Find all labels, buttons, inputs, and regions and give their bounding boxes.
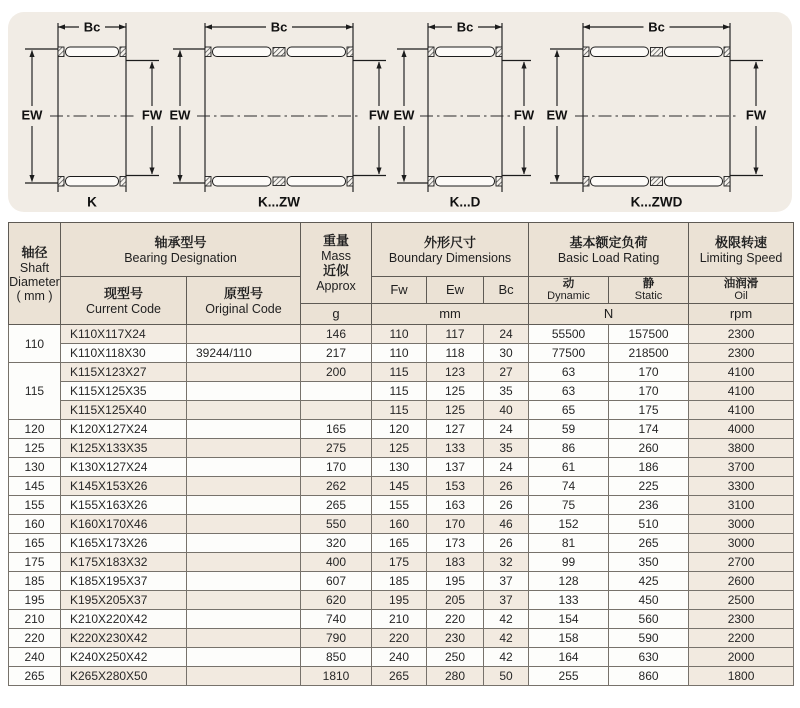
svg-text:Bc: Bc — [270, 19, 288, 35]
mass-cell: 607 — [301, 572, 372, 591]
oil-speed-cell: 2500 — [689, 591, 794, 610]
static-load-cell: 560 — [609, 610, 689, 629]
original-code-cell — [187, 420, 301, 439]
header-static: 静 Static — [609, 277, 689, 304]
original-code-cell: 39244/110 — [187, 344, 301, 363]
header-shaft-diameter: 轴径 Shaft Diameter ( mm ) — [9, 223, 61, 325]
table-row — [9, 591, 794, 610]
dynamic-load-cell: 154 — [529, 610, 609, 629]
dynamic-load-cell: 65 — [529, 401, 609, 420]
static-load-cell: 350 — [609, 553, 689, 572]
table-row — [9, 382, 794, 401]
header-mass: 重量 Mass 近似 Approx — [301, 223, 372, 304]
dynamic-load-cell: 63 — [529, 382, 609, 401]
dynamic-load-cell: 81 — [529, 534, 609, 553]
shaft-diameter-cell: 155 — [9, 496, 61, 515]
mass-cell: 170 — [301, 458, 372, 477]
header-ew: Ew — [427, 277, 484, 304]
ew-cell: 137 — [427, 458, 484, 477]
ew-cell: 163 — [427, 496, 484, 515]
table-row — [9, 572, 794, 591]
dynamic-load-cell: 99 — [529, 553, 609, 572]
svg-text:FW: FW — [745, 107, 767, 123]
oil-speed-cell: 2300 — [689, 610, 794, 629]
header-limiting-speed: 极限转速 Limiting Speed — [689, 223, 794, 277]
current-code-cell: K185X195X37 — [61, 572, 187, 591]
unit-rpm: rpm — [689, 304, 794, 325]
mass-cell: 550 — [301, 515, 372, 534]
svg-text:Bc: Bc — [648, 19, 665, 35]
fw-cell: 145 — [372, 477, 427, 496]
table-row — [9, 667, 794, 686]
fw-cell: 185 — [372, 572, 427, 591]
mass-cell — [301, 401, 372, 420]
svg-text:K...ZW: K...ZW — [258, 194, 300, 210]
oil-speed-cell: 2600 — [689, 572, 794, 591]
fw-cell: 175 — [372, 553, 427, 572]
dynamic-load-cell: 55500 — [529, 325, 609, 344]
table-row — [9, 325, 794, 344]
current-code-cell: K125X133X35 — [61, 439, 187, 458]
mass-cell: 400 — [301, 553, 372, 572]
oil-speed-cell: 4000 — [689, 420, 794, 439]
current-code-cell: K195X205X37 — [61, 591, 187, 610]
static-load-cell: 260 — [609, 439, 689, 458]
table-row — [9, 496, 794, 515]
svg-text:EW: EW — [546, 107, 568, 123]
mass-cell: 200 — [301, 363, 372, 382]
original-code-cell — [187, 325, 301, 344]
fw-cell: 130 — [372, 458, 427, 477]
bc-cell: 26 — [484, 534, 529, 553]
bearing-diagrams-svg — [0, 0, 800, 215]
oil-speed-cell: 3800 — [689, 439, 794, 458]
ew-cell: 153 — [427, 477, 484, 496]
oil-speed-cell: 3300 — [689, 477, 794, 496]
current-code-cell: K165X173X26 — [61, 534, 187, 553]
bc-cell: 37 — [484, 572, 529, 591]
table-row — [9, 477, 794, 496]
current-code-cell: K115X125X40 — [61, 401, 187, 420]
current-code-cell: K110X117X24 — [61, 325, 187, 344]
header-dynamic: 动 Dynamic — [529, 277, 609, 304]
svg-text:K...D: K...D — [449, 194, 481, 210]
bc-cell: 35 — [484, 382, 529, 401]
current-code-cell: K240X250X42 — [61, 648, 187, 667]
bearing-spec-table — [8, 222, 794, 686]
ew-cell: 195 — [427, 572, 484, 591]
static-load-cell: 186 — [609, 458, 689, 477]
fw-cell: 115 — [372, 401, 427, 420]
bc-cell: 32 — [484, 553, 529, 572]
oil-speed-cell: 2000 — [689, 648, 794, 667]
ew-cell: 127 — [427, 420, 484, 439]
current-code-cell: K115X125X35 — [61, 382, 187, 401]
header-fw: Fw — [372, 277, 427, 304]
shaft-diameter-cell: 265 — [9, 667, 61, 686]
bc-cell: 35 — [484, 439, 529, 458]
fw-cell: 210 — [372, 610, 427, 629]
shaft-diameter-cell: 210 — [9, 610, 61, 629]
ew-cell: 280 — [427, 667, 484, 686]
bc-cell: 42 — [484, 629, 529, 648]
dynamic-load-cell: 61 — [529, 458, 609, 477]
fw-cell: 115 — [372, 382, 427, 401]
shaft-diameter-cell: 175 — [9, 553, 61, 572]
bc-cell: 40 — [484, 401, 529, 420]
bc-cell: 42 — [484, 648, 529, 667]
oil-speed-cell: 3100 — [689, 496, 794, 515]
oil-speed-cell: 3700 — [689, 458, 794, 477]
original-code-cell — [187, 648, 301, 667]
bc-cell: 37 — [484, 591, 529, 610]
oil-speed-cell: 2300 — [689, 325, 794, 344]
header-bearing-designation: 轴承型号 Bearing Designation — [61, 223, 301, 277]
bc-cell: 42 — [484, 610, 529, 629]
dynamic-load-cell: 75 — [529, 496, 609, 515]
original-code-cell — [187, 439, 301, 458]
dynamic-load-cell: 133 — [529, 591, 609, 610]
bc-cell: 26 — [484, 496, 529, 515]
shaft-diameter-cell: 110 — [9, 325, 61, 363]
mass-cell — [301, 382, 372, 401]
bc-cell: 30 — [484, 344, 529, 363]
svg-text:FW: FW — [513, 107, 535, 123]
table-row — [9, 629, 794, 648]
table-row — [9, 648, 794, 667]
current-code-cell: K110X118X30 — [61, 344, 187, 363]
fw-cell: 165 — [372, 534, 427, 553]
bc-cell: 26 — [484, 477, 529, 496]
mass-cell: 217 — [301, 344, 372, 363]
original-code-cell — [187, 667, 301, 686]
static-load-cell: 174 — [609, 420, 689, 439]
static-load-cell: 265 — [609, 534, 689, 553]
shaft-diameter-cell: 120 — [9, 420, 61, 439]
svg-text:FW: FW — [141, 107, 163, 123]
svg-text:FW: FW — [368, 107, 390, 123]
ew-cell: 117 — [427, 325, 484, 344]
table-row — [9, 458, 794, 477]
static-load-cell: 225 — [609, 477, 689, 496]
ew-cell: 133 — [427, 439, 484, 458]
header-basic-load-rating: 基本额定负荷 Basic Load Rating — [529, 223, 689, 277]
header-current-code: 现型号 Current Code — [61, 277, 187, 325]
table-row — [9, 534, 794, 553]
mass-cell: 165 — [301, 420, 372, 439]
oil-speed-cell: 3000 — [689, 515, 794, 534]
ew-cell: 220 — [427, 610, 484, 629]
mass-cell: 146 — [301, 325, 372, 344]
svg-text:EW: EW — [393, 107, 415, 123]
table-row — [9, 515, 794, 534]
header-bc: Bc — [484, 277, 529, 304]
svg-text:K...ZWD: K...ZWD — [630, 194, 683, 210]
current-code-cell: K175X183X32 — [61, 553, 187, 572]
static-load-cell: 450 — [609, 591, 689, 610]
static-load-cell: 236 — [609, 496, 689, 515]
dynamic-load-cell: 74 — [529, 477, 609, 496]
original-code-cell — [187, 515, 301, 534]
dynamic-load-cell: 255 — [529, 667, 609, 686]
mass-cell: 740 — [301, 610, 372, 629]
mass-cell: 620 — [301, 591, 372, 610]
dynamic-load-cell: 152 — [529, 515, 609, 534]
mass-cell: 320 — [301, 534, 372, 553]
header-oil: 油润滑 Oil — [689, 277, 794, 304]
svg-text:EW: EW — [21, 107, 43, 123]
original-code-cell — [187, 629, 301, 648]
original-code-cell — [187, 401, 301, 420]
fw-cell: 155 — [372, 496, 427, 515]
current-code-cell: K130X127X24 — [61, 458, 187, 477]
oil-speed-cell: 2300 — [689, 344, 794, 363]
current-code-cell: K145X153X26 — [61, 477, 187, 496]
static-load-cell: 860 — [609, 667, 689, 686]
oil-speed-cell: 4100 — [689, 401, 794, 420]
fw-cell: 220 — [372, 629, 427, 648]
shaft-diameter-cell: 195 — [9, 591, 61, 610]
static-load-cell: 175 — [609, 401, 689, 420]
oil-speed-cell: 4100 — [689, 382, 794, 401]
fw-cell: 265 — [372, 667, 427, 686]
static-load-cell: 510 — [609, 515, 689, 534]
shaft-diameter-cell: 165 — [9, 534, 61, 553]
fw-cell: 160 — [372, 515, 427, 534]
shaft-diameter-cell: 185 — [9, 572, 61, 591]
current-code-cell: K220X230X42 — [61, 629, 187, 648]
original-code-cell — [187, 610, 301, 629]
shaft-diameter-cell: 145 — [9, 477, 61, 496]
table-row — [9, 420, 794, 439]
ew-cell: 173 — [427, 534, 484, 553]
dynamic-load-cell: 63 — [529, 363, 609, 382]
original-code-cell — [187, 572, 301, 591]
original-code-cell — [187, 553, 301, 572]
current-code-cell: K120X127X24 — [61, 420, 187, 439]
current-code-cell: K155X163X26 — [61, 496, 187, 515]
shaft-diameter-cell: 125 — [9, 439, 61, 458]
static-load-cell: 218500 — [609, 344, 689, 363]
ew-cell: 205 — [427, 591, 484, 610]
current-code-cell: K210X220X42 — [61, 610, 187, 629]
ew-cell: 250 — [427, 648, 484, 667]
dynamic-load-cell: 59 — [529, 420, 609, 439]
fw-cell: 110 — [372, 325, 427, 344]
original-code-cell — [187, 382, 301, 401]
static-load-cell: 170 — [609, 382, 689, 401]
bc-cell: 50 — [484, 667, 529, 686]
original-code-cell — [187, 496, 301, 515]
original-code-cell — [187, 477, 301, 496]
shaft-diameter-cell: 130 — [9, 458, 61, 477]
dynamic-load-cell: 77500 — [529, 344, 609, 363]
bc-cell: 24 — [484, 420, 529, 439]
header-boundary-dimensions: 外形尺寸 Boundary Dimensions — [372, 223, 529, 277]
fw-cell: 115 — [372, 363, 427, 382]
svg-text:Bc: Bc — [456, 19, 474, 35]
svg-text:EW: EW — [169, 107, 191, 123]
fw-cell: 120 — [372, 420, 427, 439]
svg-text:K: K — [87, 194, 97, 210]
ew-cell: 118 — [427, 344, 484, 363]
current-code-cell: K265X280X50 — [61, 667, 187, 686]
header-original-code: 原型号 Original Code — [187, 277, 301, 325]
mass-cell: 262 — [301, 477, 372, 496]
static-load-cell: 157500 — [609, 325, 689, 344]
bc-cell: 27 — [484, 363, 529, 382]
shaft-diameter-cell: 220 — [9, 629, 61, 648]
table-row — [9, 363, 794, 382]
ew-cell: 183 — [427, 553, 484, 572]
mass-cell: 265 — [301, 496, 372, 515]
shaft-diameter-cell: 240 — [9, 648, 61, 667]
fw-cell: 240 — [372, 648, 427, 667]
original-code-cell — [187, 458, 301, 477]
dynamic-load-cell: 164 — [529, 648, 609, 667]
shaft-diameter-cell: 160 — [9, 515, 61, 534]
oil-speed-cell: 4100 — [689, 363, 794, 382]
ew-cell: 230 — [427, 629, 484, 648]
ew-cell: 125 — [427, 382, 484, 401]
svg-text:Bc: Bc — [83, 19, 101, 35]
oil-speed-cell: 1800 — [689, 667, 794, 686]
original-code-cell — [187, 534, 301, 553]
fw-cell: 125 — [372, 439, 427, 458]
unit-newton: N — [529, 304, 689, 325]
mass-cell: 275 — [301, 439, 372, 458]
unit-grams: g — [301, 304, 372, 325]
mass-cell: 1810 — [301, 667, 372, 686]
oil-speed-cell: 2700 — [689, 553, 794, 572]
original-code-cell — [187, 363, 301, 382]
static-load-cell: 590 — [609, 629, 689, 648]
current-code-cell: K115X123X27 — [61, 363, 187, 382]
static-load-cell: 425 — [609, 572, 689, 591]
oil-speed-cell: 3000 — [689, 534, 794, 553]
ew-cell: 125 — [427, 401, 484, 420]
fw-cell: 195 — [372, 591, 427, 610]
bc-cell: 24 — [484, 325, 529, 344]
mass-cell: 790 — [301, 629, 372, 648]
table-row — [9, 553, 794, 572]
dynamic-load-cell: 128 — [529, 572, 609, 591]
bearing-diagrams-panel — [0, 0, 800, 215]
dynamic-load-cell: 86 — [529, 439, 609, 458]
current-code-cell: K160X170X46 — [61, 515, 187, 534]
original-code-cell — [187, 591, 301, 610]
bc-cell: 46 — [484, 515, 529, 534]
oil-speed-cell: 2200 — [689, 629, 794, 648]
static-load-cell: 170 — [609, 363, 689, 382]
bc-cell: 24 — [484, 458, 529, 477]
table-row — [9, 344, 794, 363]
table-row — [9, 610, 794, 629]
table-row — [9, 439, 794, 458]
mass-cell: 850 — [301, 648, 372, 667]
ew-cell: 123 — [427, 363, 484, 382]
dynamic-load-cell: 158 — [529, 629, 609, 648]
table-row — [9, 401, 794, 420]
shaft-diameter-cell: 115 — [9, 363, 61, 420]
fw-cell: 110 — [372, 344, 427, 363]
ew-cell: 170 — [427, 515, 484, 534]
static-load-cell: 630 — [609, 648, 689, 667]
unit-mm: mm — [372, 304, 529, 325]
